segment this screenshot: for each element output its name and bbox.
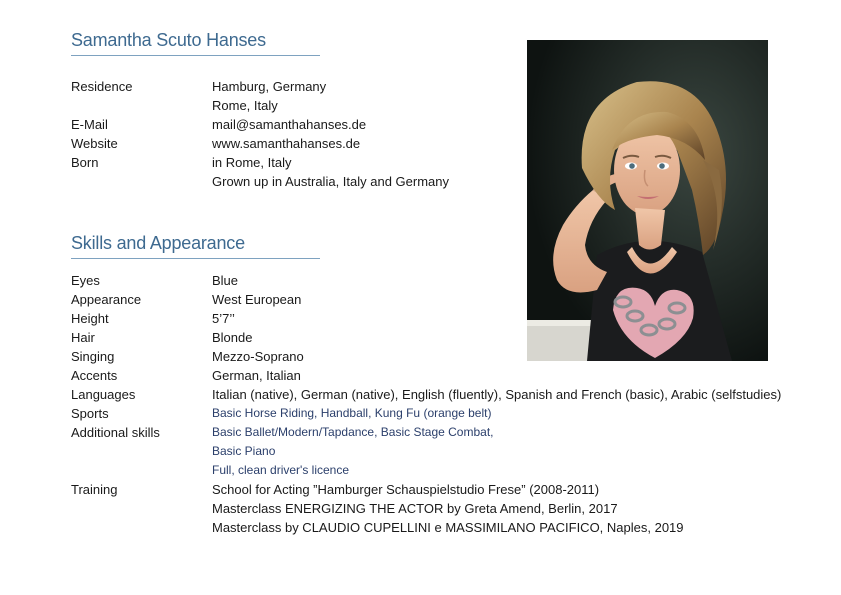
portrait-illustration xyxy=(527,40,768,361)
row-value: Basic Horse Riding, Handball, Kung Fu (orange belt) xyxy=(212,406,492,420)
row-value: German, Italian xyxy=(212,368,301,383)
row-value: Blue xyxy=(212,273,239,288)
row-value: Basic Piano xyxy=(212,444,276,458)
row-value: in Rome, Italy xyxy=(212,155,292,170)
row-value: 5’7’’ xyxy=(212,311,235,326)
row-label: Hair xyxy=(71,330,95,345)
row-label: E-Mail xyxy=(71,117,108,132)
row-label: Appearance xyxy=(71,292,142,307)
row-value: Masterclass ENERGIZING THE ACTOR by Greta Amend, Berlin, 2017 xyxy=(212,501,618,516)
row-value: School for Acting ”Hamburger Schauspielstudio Frese” (2008-2011) xyxy=(212,482,600,497)
row-value: Rome, Italy xyxy=(212,98,278,113)
row-label: Accents xyxy=(71,368,118,383)
row-label: Languages xyxy=(71,387,136,402)
row-value: Blonde xyxy=(212,330,253,345)
row-value: West European xyxy=(212,292,302,307)
row-label: Additional skills xyxy=(71,425,160,440)
page-title: Samantha Scuto Hanses xyxy=(71,30,320,56)
row-label: Training xyxy=(71,482,118,497)
row-value: Hamburg, Germany xyxy=(212,79,327,94)
row-label: Born xyxy=(71,155,99,170)
row-value: Italian (native), German (native), English (fluently), Spanish and French (basic), Arabic (selfstudies) xyxy=(212,387,782,402)
row-label: Height xyxy=(71,311,109,326)
row-value: Basic Ballet/Modern/Tapdance, Basic Stage Combat, xyxy=(212,425,494,439)
row-value: Full, clean driver's licence xyxy=(212,463,350,477)
row-label: Sports xyxy=(71,406,109,421)
row-value: Grown up in Australia, Italy and Germany xyxy=(212,174,450,189)
row-label: Eyes xyxy=(71,273,100,288)
row-label: Residence xyxy=(71,79,133,94)
portrait-photo xyxy=(527,40,768,361)
section-heading-skills: Skills and Appearance xyxy=(71,233,320,259)
row-value: Masterclass by CLAUDIO CUPELLINI e MASSIMILANO PACIFICO, Naples, 2019 xyxy=(212,520,684,535)
row-value: Mezzo-Soprano xyxy=(212,349,304,364)
email-value: mail@samanthahanses.de xyxy=(212,117,367,132)
row-label: Website xyxy=(71,136,118,151)
website-value: www.samanthahanses.de xyxy=(212,136,361,151)
row-label: Singing xyxy=(71,349,115,364)
